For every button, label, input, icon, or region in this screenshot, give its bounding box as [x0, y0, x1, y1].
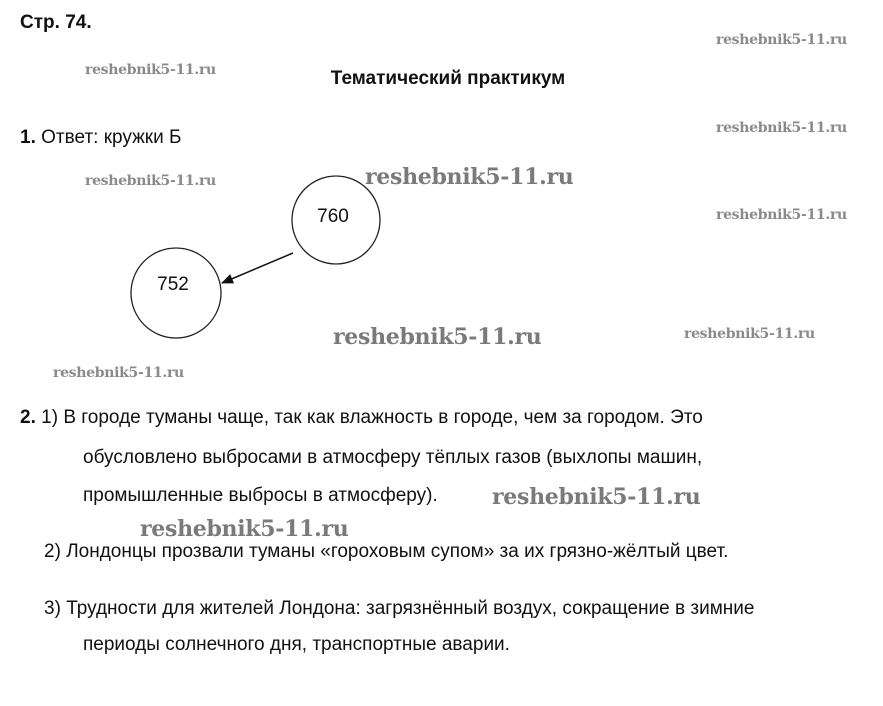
page-label: Стр. 74.: [20, 12, 92, 33]
task1-answer: Ответ: кружки Б: [41, 127, 182, 148]
watermark: reshebnik5-11.ru: [140, 516, 349, 542]
circle-upper-label: 760: [317, 206, 349, 227]
watermark: reshebnik5-11.ru: [53, 365, 184, 381]
task2-item2-text: Лондонцы прозвали туманы «гороховым супом» за их грязно-жёлтый цвет.: [66, 541, 729, 562]
watermark: reshebnik5-11.ru: [333, 324, 542, 350]
watermark: reshebnik5-11.ru: [85, 62, 216, 78]
task2-item2-line1: [44, 540, 728, 564]
task2-item1-line2: обусловлено выбросами в атмосферу тёплых газов (выхлопы машин,: [83, 447, 703, 468]
watermark: reshebnik5-11.ru: [492, 484, 701, 510]
task2-item3-text: Трудности для жителей Лондона: загрязнённый воздух, сокращение в зимние: [66, 598, 755, 619]
page-title: Тематический практикум: [330, 68, 566, 89]
task2-item1-text: В городе туманы чаще, так как влажность в городе, чем за городом. Это: [63, 407, 703, 428]
arrow: [222, 253, 293, 283]
watermark: reshebnik5-11.ru: [716, 120, 847, 136]
circle-lower-label: 752: [157, 274, 189, 295]
task2-item1-line1: [20, 406, 703, 430]
task2-number: 2.: [20, 407, 36, 428]
task2-item3-marker: 3): [44, 598, 61, 619]
watermark: reshebnik5-11.ru: [716, 32, 847, 48]
task2-item3-line2: периоды солнечного дня, транспортные аварии.: [83, 634, 510, 655]
task2-item3-line1: [44, 597, 754, 621]
task2-item1-line3: промышленные выбросы в атмосферу).: [83, 485, 438, 506]
watermark: reshebnik5-11.ru: [365, 164, 574, 190]
watermark: reshebnik5-11.ru: [684, 326, 815, 342]
watermark: reshebnik5-11.ru: [85, 173, 216, 189]
task2-item2-marker: 2): [44, 541, 61, 562]
watermark: reshebnik5-11.ru: [716, 207, 847, 223]
task2-item1-marker: 1): [41, 407, 59, 428]
task1-number: 1.: [20, 127, 36, 148]
